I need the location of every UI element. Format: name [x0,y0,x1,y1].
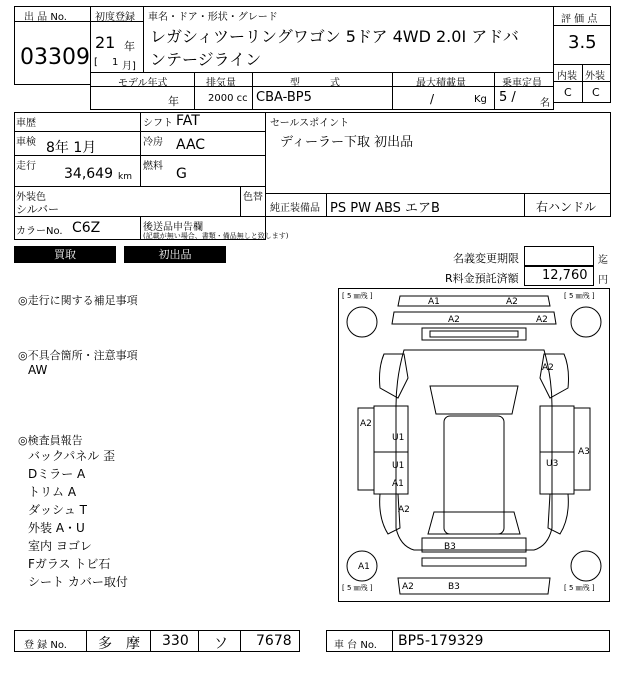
buy-bar: 買取 [14,246,116,263]
lot-label: 出 品 No. [24,12,67,23]
front-fender-right [540,354,569,398]
windshield [430,386,518,414]
first-reg-year-unit: 年 [124,40,135,53]
shift-value: FAT [176,113,200,129]
inspector-item: Fガラス トビ石 [28,557,111,571]
rear-window [428,512,520,534]
max-load-label: 最大積載量 [416,78,466,89]
sales-point-label: セールスポイント [270,118,350,129]
tire-fr-label: [ 5 ㎜残 ] [564,292,595,300]
interior-value: C [564,86,572,99]
hood-mark-2: A2 [536,315,548,325]
model-year-unit: 年 [168,95,179,108]
name-change-box [524,246,594,266]
details-colorno-sep [140,216,141,240]
grille [422,328,526,340]
grade-value: 3.5 [568,32,597,53]
type-value: CBA-BP5 [256,90,312,105]
name-change-unit: 迄 [598,255,608,266]
ac-label: 冷房 [143,137,163,148]
inspector-item: ダッシュ T [28,503,87,517]
later-parts-note: (記載が無い場合、書類・備品無しと致します) [143,232,289,240]
equipment-sep2 [524,193,525,217]
inspector-item: 外装 A・U [28,521,85,535]
model-year-label: モデル年式 [118,78,168,89]
first-reg-bracket: [ [94,57,98,68]
rear-quarter-left [380,494,400,534]
right-side-mark-u3: U3 [546,459,559,469]
diagram-frame [339,289,610,602]
grille-inner [430,331,518,337]
rear-bumper [398,578,550,594]
specs-col4 [494,72,495,110]
inspection-label: 車検 [16,137,36,148]
inspector-item: バックパネル 歪 [28,449,116,463]
driving-notes-label: ◎走行に関する補足事項 [18,294,138,307]
door-mark-a1: A1 [392,479,404,489]
inspector-item: トリム A [28,485,77,499]
front-bumper-mark-2: A2 [506,297,518,307]
right-side-mark-a3: A3 [578,447,590,457]
car-damage-diagram [338,288,610,602]
equipment-label: 純正装備品 [270,203,320,214]
reg-number: 7678 [256,633,292,649]
equipment-sep [326,193,327,217]
chassis-sep [392,630,393,652]
rear-quarter-right [548,494,568,534]
rear-bumper-mark-2: B3 [448,582,460,592]
reg-sep2 [150,630,151,652]
left-rear-mark: A2 [398,505,410,515]
left-front-door [374,406,408,452]
defects-label: ◎不具合箇所・注意事項 [18,349,138,362]
defects-value: AW [28,363,48,377]
reg-sep1 [86,630,87,652]
later-parts-label: 後送品申告欄 [143,222,203,233]
displacement-value: 2000 cc [208,93,248,104]
first-reg-label: 初度登録 [95,12,135,23]
hood [392,312,556,324]
reg-no-label: 登 録 No. [24,640,67,651]
recycle-label: R料金預託済額 [445,272,519,285]
mileage-label: 走行 [16,161,36,172]
fuel-label: 燃料 [143,161,163,172]
interior-label: 内装 [557,71,577,82]
tire-fl-label: [ 5 ㎜残 ] [342,292,373,300]
capacity-label: 乗車定員 [502,78,542,89]
max-load-slash: / [430,92,435,106]
door-mark-u1-front: U1 [392,433,405,443]
ac-value: AAC [176,137,206,153]
capacity-value: 5 / [499,90,516,105]
recycle-value: 12,760 [542,268,588,283]
displacement-label: 排気量 [206,78,236,89]
specs-col1 [194,72,195,110]
mileage-value: 34,649 [64,166,113,182]
first-reg-year: 21 [95,33,116,52]
specs-col3 [392,72,393,110]
max-load-unit: Kg [474,94,487,105]
capacity-unit: 名 [540,98,550,109]
type-label: 型 式 [290,78,340,89]
trunk-mark: B3 [444,542,456,552]
handle-value: 右ハンドル [536,200,597,214]
inspector-item: シート カバー取付 [28,575,128,589]
rear-wheel-left-mark: A1 [358,562,370,572]
shift-label: シフト [143,118,173,129]
right-front-fender-mark: A2 [542,363,554,373]
rear-bumper-mark-1: A2 [402,582,414,592]
details-row3 [14,186,266,187]
car-name-label: 車名・ドア・形状・グレード [148,12,278,23]
reg-sep3 [198,630,199,652]
front-bumper [398,296,550,306]
car-name-line2: ンテージライン [150,50,262,69]
exterior-color-label: 外装色 [16,192,46,203]
front-fender-left [380,354,409,398]
wheel-fl [347,307,377,337]
body-outline [396,350,552,550]
recycle-unit: 円 [598,275,608,286]
color-change-label: 色替 [243,192,263,203]
sales-point-value: ディーラー下取 初出品 [280,135,414,150]
exterior-color-value: シルバー [16,203,59,216]
chassis-value: BP5-179329 [398,633,484,649]
car-name-line1: レガシィツーリングワゴン 5ドア 4WD 2.0I アドバ [150,27,519,46]
right-front-door [540,406,574,452]
tire-rl-label: [ 5 ㎜残 ] [342,584,373,592]
first-reg-month: 1 [112,57,119,68]
rear-bumper-inner [422,558,526,566]
exterior-value: C [592,86,600,99]
details-color-sep [240,186,241,216]
equipment-value: PS PW ABS エアB [330,201,440,216]
hood-mark-1: A2 [448,315,460,325]
color-no-label: カラーNo. [16,226,63,237]
first-listing-bar: 初出品 [124,246,226,263]
reg-sep4 [240,630,241,652]
wheel-fr [571,307,601,337]
left-side-mark-top: A2 [360,419,372,429]
tire-rr-label: [ 5 ㎜残 ] [564,584,595,592]
fuel-value: G [176,166,187,182]
reg-class: 330 [162,633,189,649]
exterior-label: 外装 [585,71,605,82]
history-label: 車歴 [16,118,36,129]
reg-kana: ソ [214,636,228,652]
inspector-item: 室内 ヨゴレ [28,539,92,553]
door-mark-u1-rear: U1 [392,461,405,471]
roof [444,416,504,534]
name-change-label: 名義変更期限 [453,252,519,265]
color-no-value: C6Z [72,220,101,236]
specs-col2 [252,72,253,110]
inspection-value: 8年 1月 [46,140,97,156]
details-mid-line [140,112,141,186]
first-reg-month-unit: 月] [122,61,136,72]
front-bumper-mark-1: A1 [428,297,440,307]
mileage-unit: km [118,172,132,182]
chassis-label: 車 台 No. [334,640,377,651]
grade-label: 評 価 点 [561,14,598,25]
lot-number: 03309 [20,45,90,70]
wheel-rr [571,551,601,581]
details-row1 [14,131,266,132]
reg-area: 多 摩 [98,636,140,652]
inspector-label: ◎検査員報告 [18,434,83,447]
inspector-item: Dミラー A [28,467,86,481]
